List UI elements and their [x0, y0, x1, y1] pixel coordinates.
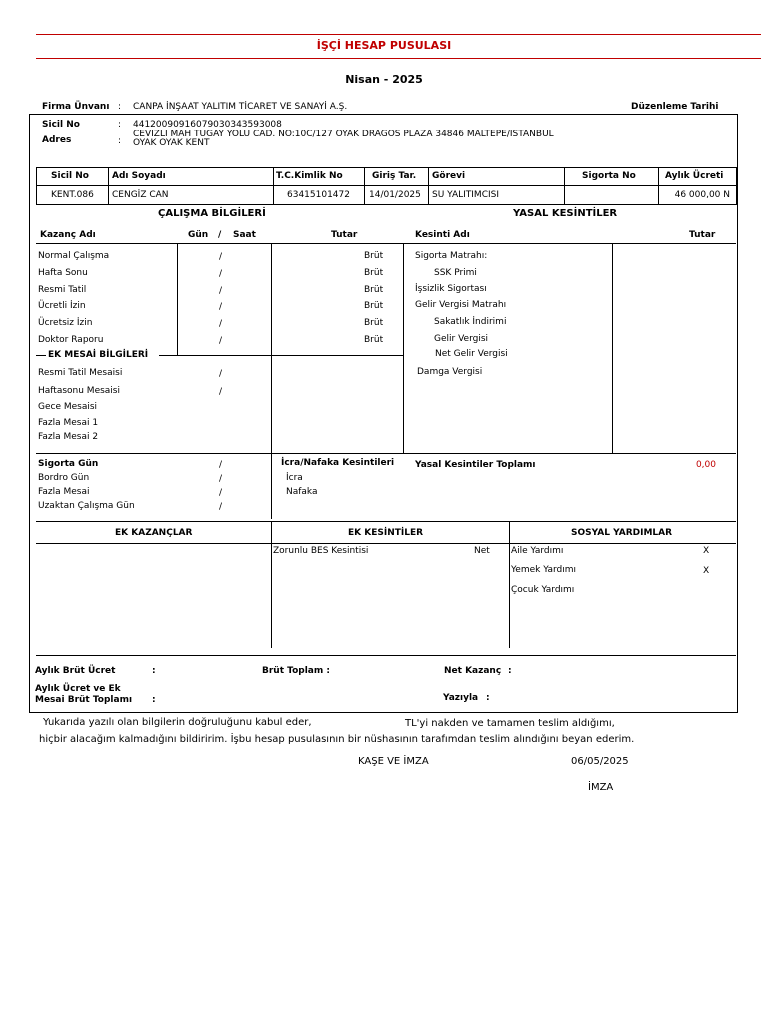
gv-matrahi: Gelir Vergisi Matrahı — [415, 300, 507, 310]
firma-value: CANPA İNŞAAT YALITIM TİCARET VE SANAYİ A.Ş. — [133, 102, 348, 112]
ek-fazla-1: Fazla Mesai 1 — [38, 418, 99, 428]
icra-label: İcra — [286, 473, 303, 483]
yemek-mark: X — [703, 566, 710, 576]
uzaktan-label: Uzaktan Çalışma Gün — [38, 501, 135, 511]
sigorta-matrahi: Sigorta Matrahı: — [415, 251, 488, 261]
sigorta-gun-label: Sigorta Gün — [38, 459, 99, 469]
ek-resmi-tatil: Resmi Tatil Mesaisi — [38, 368, 123, 378]
title-red-rule — [36, 58, 761, 59]
fazla-mesai-label: Fazla Mesai — [38, 487, 90, 497]
div-tutar — [271, 243, 272, 519]
gelir-vergisi: Gelir Vergisi — [434, 334, 489, 344]
ek-gece: Gece Mesaisi — [38, 402, 98, 412]
ek-mesai-rule-right — [159, 355, 271, 356]
net-gelir-vergisi: Net Gelir Vergisi — [435, 349, 508, 359]
brut-toplam-label: Brüt Toplam : — [262, 666, 330, 676]
calisma-title: ÇALIŞMA BİLGİLERİ — [158, 208, 266, 219]
aylik-ek-label-1: Aylık Ücret ve Ek — [35, 684, 121, 694]
aylik-ek-colon: : — [152, 695, 156, 705]
ek-mesai-title: EK MESAİ BİLGİLERİ — [48, 350, 149, 360]
yasal-title: YASAL KESİNTİLER — [513, 208, 618, 219]
brut-4: Brüt — [364, 301, 384, 311]
period-label: Nisan - 2025 — [345, 73, 423, 86]
item-normal: Normal Çalışma — [38, 251, 110, 261]
extras-div-1 — [271, 521, 272, 648]
brut-1: Brüt — [364, 251, 384, 261]
sosyal-title: SOSYAL YARDIMLAR — [571, 528, 673, 538]
td-adsoyad: CENGİZ CAN — [112, 190, 169, 200]
item-ucretli-izin: Ücretli İzin — [38, 301, 86, 311]
sicil-value: 4412009091607903034359300​8 — [133, 120, 282, 130]
aylik-brut-label: Aylık Brüt Ücret — [35, 666, 116, 676]
yemek-label: Yemek Yardımı — [511, 565, 577, 575]
sg-slash-4: / — [219, 502, 223, 512]
col-sep-4 — [428, 167, 429, 204]
item-resmi-tatil: Resmi Tatil — [38, 285, 87, 295]
div-deductions — [612, 243, 613, 453]
th-tc: T.C.Kimlik No — [276, 171, 343, 181]
adres-line-1: CEVİZLİ MAH TUGAY YOLU CAD. NO:10C/127 OYAK DRAGOS PLAZA 34846 MALTEPE/İSTANBUL — [133, 130, 554, 139]
cocuk-label: Çocuk Yardımı — [511, 585, 575, 595]
yasal-toplam-value: 0,00 — [695, 460, 716, 470]
slash-3: / — [219, 286, 223, 296]
brut-6: Brüt — [364, 335, 384, 345]
sg-slash-1: / — [219, 460, 223, 470]
col-sep-3 — [364, 167, 365, 204]
ek-slash-2: / — [219, 387, 223, 397]
ssk-primi: SSK Primi — [434, 268, 477, 278]
bes-label: Zorunlu BES Kesintisi — [273, 546, 369, 556]
sakatlik: Sakatlık İndirimi — [434, 317, 507, 327]
col-kesinti: Kesinti Adı — [415, 230, 470, 240]
employee-table-divider — [36, 185, 736, 186]
yaziyla-label: Yazıyla — [443, 693, 479, 703]
brut-5: Brüt — [364, 318, 384, 328]
sicil-label: Sicil No — [42, 120, 80, 130]
page-title: İŞÇİ HESAP PUSULASI — [316, 39, 452, 52]
damga-vergisi: Damga Vergisi — [417, 367, 483, 377]
imza-label: İMZA — [588, 782, 614, 793]
adres-line-2: OYAK OYAK KENT — [133, 138, 210, 148]
extras-top-rule — [36, 521, 736, 522]
item-ucretsiz-izin: Ücretsiz İzin — [38, 318, 93, 328]
brut-2: Brüt — [364, 268, 384, 278]
net-kazanc-label: Net Kazanç — [444, 666, 502, 676]
th-sicil: Sicil No — [51, 171, 89, 181]
th-giris: Giriş Tar. — [372, 171, 417, 181]
sg-slash-3: / — [219, 488, 223, 498]
slash-6: / — [219, 336, 223, 346]
ek-fazla-2: Fazla Mesai 2 — [38, 432, 99, 442]
col-kazanc: Kazanç Adı — [40, 230, 96, 240]
col-sep-1 — [108, 167, 109, 204]
col-gun: Gün — [188, 230, 209, 240]
extras-header-rule — [36, 543, 736, 544]
ek-slash-1: / — [219, 369, 223, 379]
aile-label: Aile Yardımı — [511, 546, 564, 556]
top-red-rule — [36, 34, 761, 35]
footer-date: 06/05/2025 — [571, 756, 629, 767]
td-giris: 14/01/2025 — [369, 190, 421, 200]
slash-2: / — [219, 269, 223, 279]
sicil-colon: : — [118, 120, 122, 130]
ek-mesai-rule-left — [36, 355, 46, 356]
div-middle — [403, 243, 404, 453]
bes-type: Net — [474, 546, 490, 556]
slash-5: / — [219, 319, 223, 329]
ek-haftasonu: Haftasonu Mesaisi — [38, 386, 120, 396]
slash-1: / — [219, 252, 223, 262]
extras-bottom-rule — [36, 655, 736, 656]
kase-imza: KAŞE VE İMZA — [358, 756, 429, 767]
ek-mesai-rule-mid — [271, 355, 403, 356]
aylik-brut-colon: : — [152, 666, 156, 676]
th-adsoyad: Adı Soyadı — [112, 171, 166, 181]
nafaka-label: Nafaka — [286, 487, 318, 497]
col-sep-5 — [564, 167, 565, 204]
item-doktor: Doktor Raporu — [38, 335, 104, 345]
yasal-toplam-label: Yasal Kesintiler Toplamı — [415, 460, 536, 470]
body-top-rule — [36, 243, 736, 244]
aylik-ek-label-2: Mesai Brüt Toplamı — [35, 695, 133, 705]
footer-line1-right: TL'yi nakden ve tamamen teslim aldığımı, — [405, 718, 615, 729]
net-kazanc-colon: : — [508, 666, 512, 676]
aile-mark: X — [703, 546, 710, 556]
issizlik: İşsizlik Sigortası — [415, 284, 487, 294]
col-saat: Saat — [233, 230, 256, 240]
brut-3: Brüt — [364, 285, 384, 295]
firma-label: Firma Ünvanı — [42, 102, 110, 112]
sg-slash-2: / — [219, 474, 223, 484]
div-gun — [177, 243, 178, 355]
footer-line2: hiçbir alacağım kalmadığını bildiririm. İşbu hesap pusulasının bir nüshasının tarafımdan teslim alındığını beyan ederim. — [39, 734, 635, 745]
sigorta-gun-rule — [36, 453, 736, 454]
col-tutar-left: Tutar — [331, 230, 358, 240]
icra-title: İcra/Nafaka Kesintileri — [281, 458, 395, 468]
col-sep-6 — [658, 167, 659, 204]
yaziyla-colon: : — [486, 693, 490, 703]
col-tutar-right: Tutar — [689, 230, 716, 240]
ek-kazanclar-title: EK KAZANÇLAR — [115, 528, 193, 538]
slash-4: / — [219, 302, 223, 312]
td-ucret: 46 000,00 N — [674, 190, 730, 200]
item-hafta-sonu: Hafta Sonu — [38, 268, 88, 278]
th-ucret: Aylık Ücreti — [665, 171, 724, 181]
adres-label: Adres — [42, 135, 72, 145]
col-sep-2 — [273, 167, 274, 204]
td-sicil: KENT.086 — [51, 190, 94, 200]
th-sigorta: Sigorta No — [582, 171, 636, 181]
col-slash: / — [218, 230, 222, 240]
adres-value — [133, 130, 723, 150]
td-gorev: SU YALITIMCISI — [432, 190, 500, 200]
th-gorev: Görevi — [432, 171, 466, 181]
extras-div-2 — [509, 521, 510, 648]
footer-line1-left: Yukarıda yazılı olan bilgilerin doğruluğunu kabul eder, — [43, 717, 312, 728]
td-tc: 63415101472 — [287, 190, 350, 200]
duzenleme-label: Düzenleme Tarihi — [631, 102, 719, 112]
ek-kesintiler-title: EK KESİNTİLER — [348, 528, 424, 538]
firma-colon: : — [118, 102, 122, 112]
bordro-gun-label: Bordro Gün — [38, 473, 90, 483]
adres-colon: : — [118, 136, 122, 146]
